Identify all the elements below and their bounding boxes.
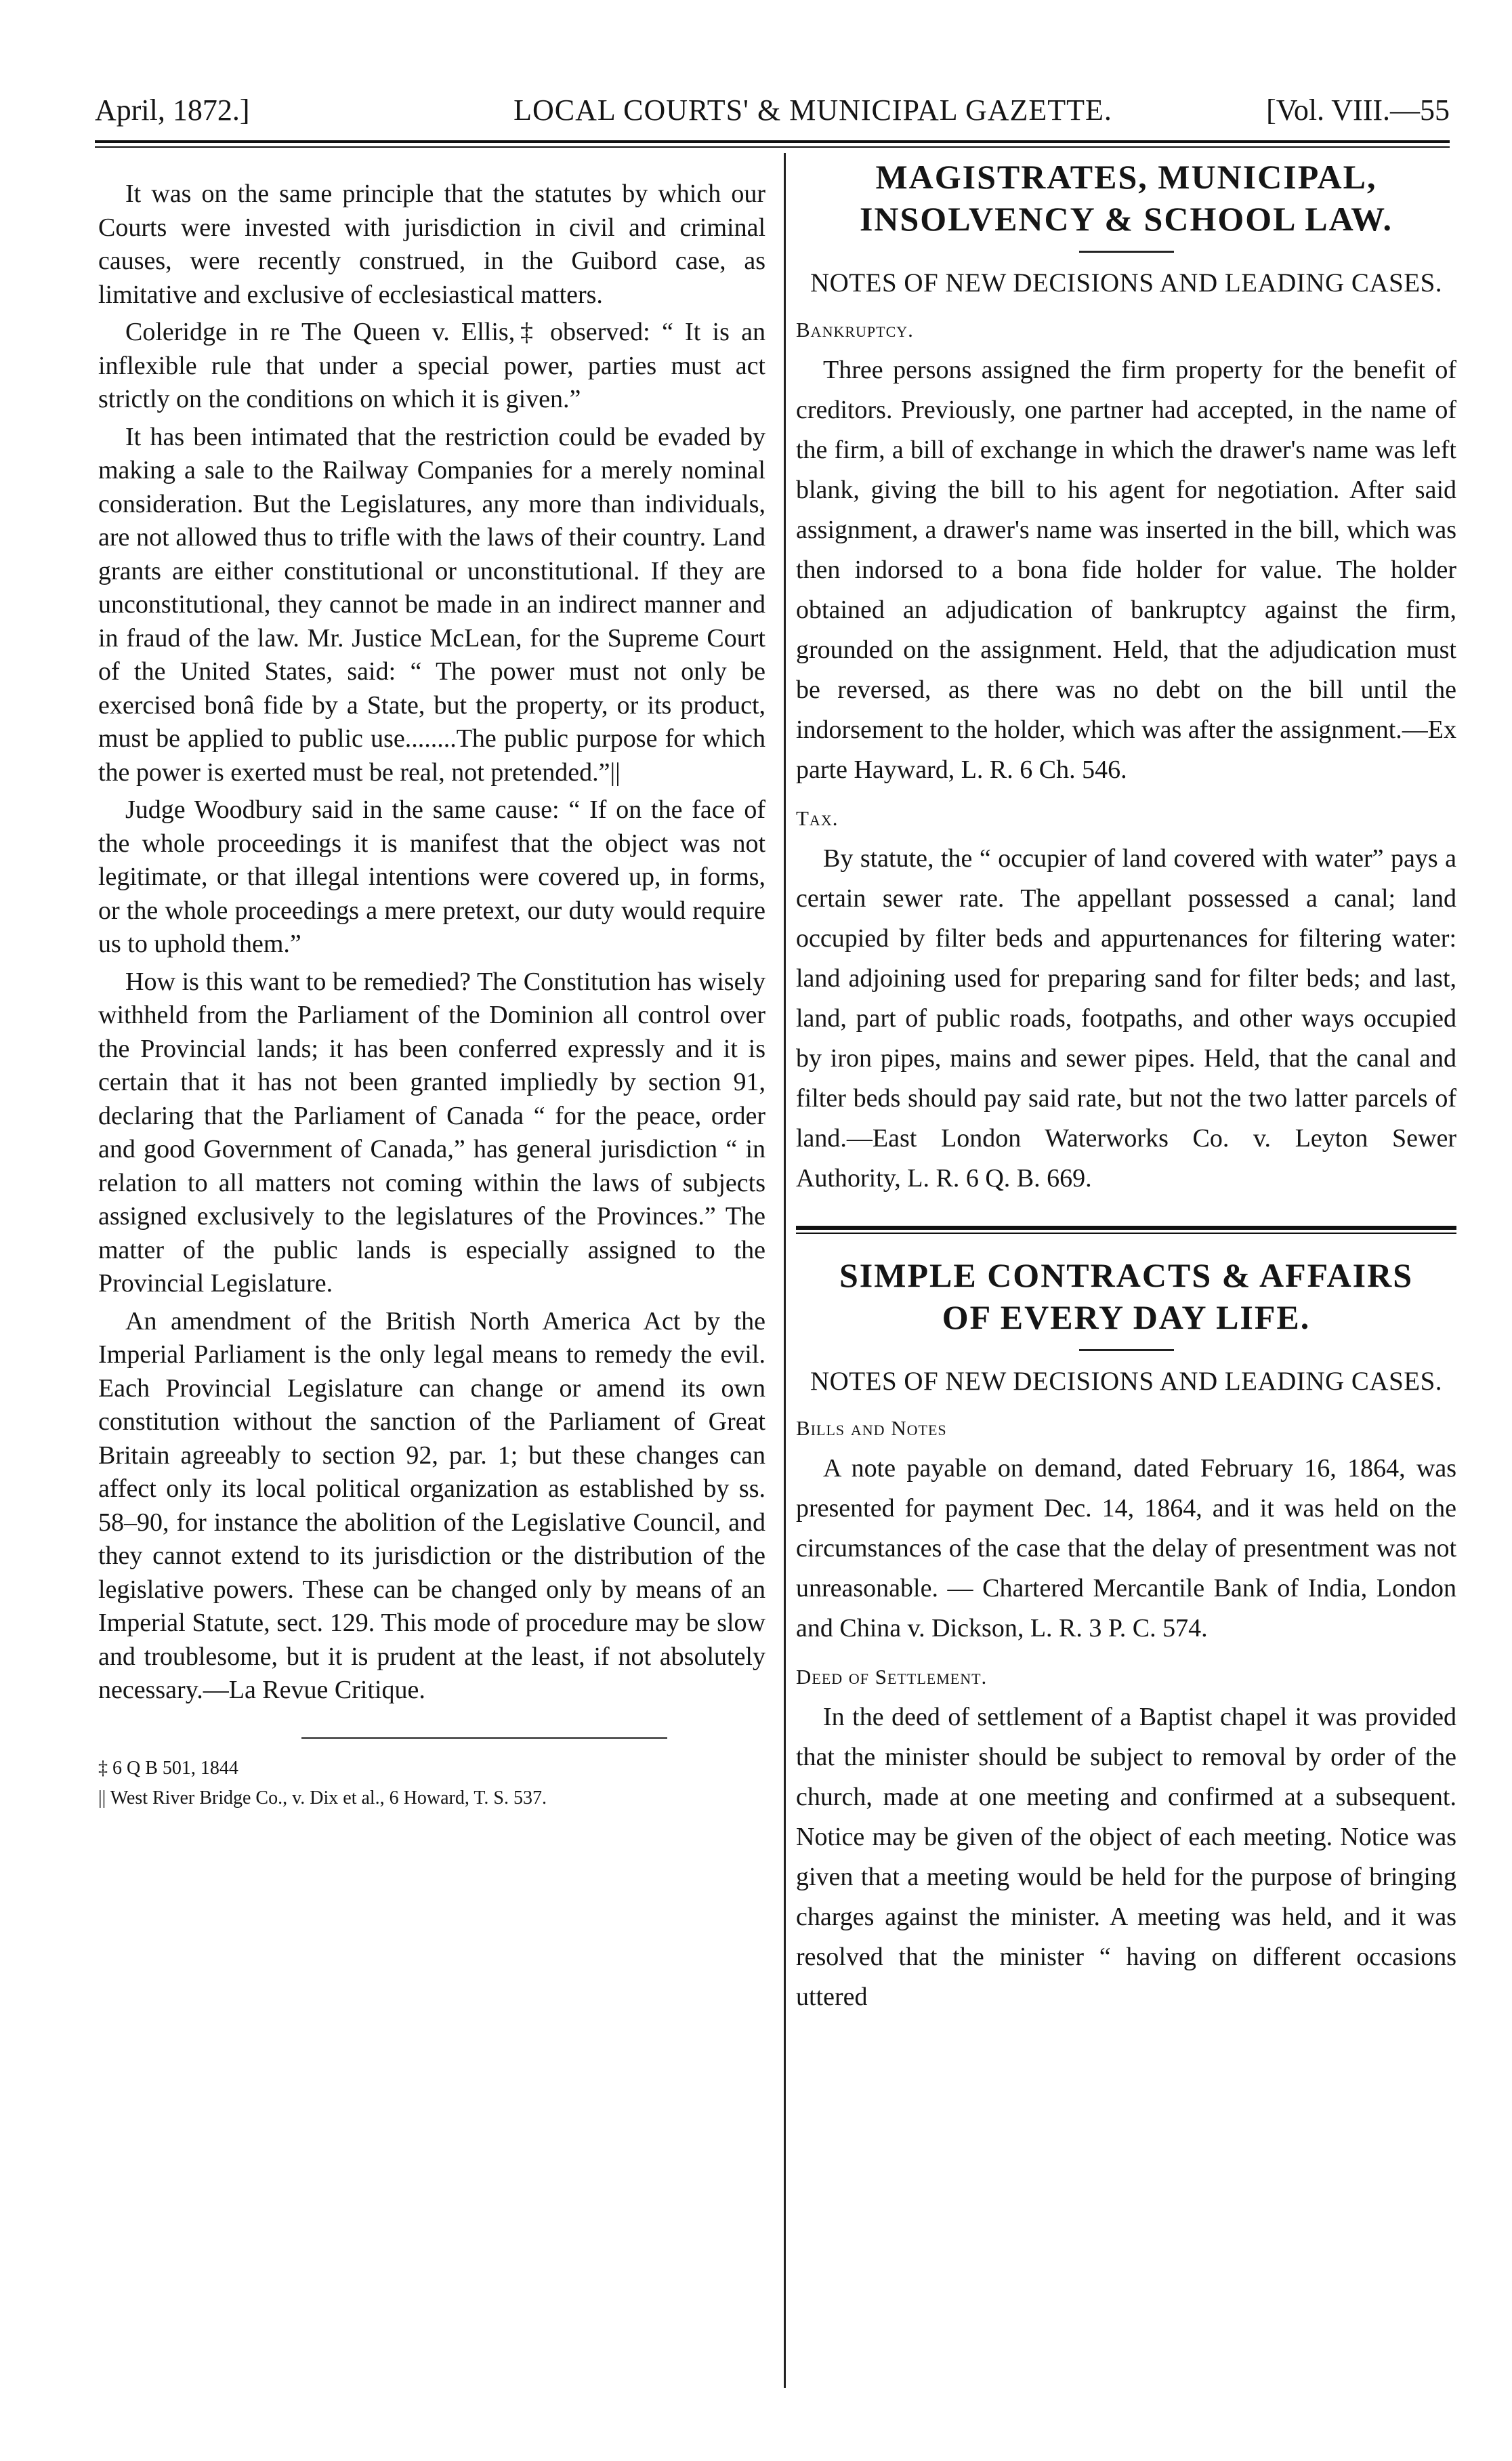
section-title-magistrates [796,156,1456,240]
paragraph-statutes: It was on the same principle that the statutes by which our Courts were invested with jurisdiction in civil and criminal causes, were recently construed, in the Guibord case, as limitative and exclusive of ecclesiastical matters. [98,180,765,309]
section-title-line: SIMPLE CONTRACTS & AFFAIRS [839,1256,1413,1294]
footnote-rule [301,1737,667,1739]
left-column [98,178,765,1813]
title-rule [1079,1349,1174,1351]
rubric-deed-settlement: Deed of Settlement. [796,1665,988,1689]
paragraph-amendment: An amendment of the British North America Act by the Imperial Parliament is the only legal means to remedy the evil. Each Provincial Legislature can change or amend its own constitution without the sanction of the Parliament of Great Britain agreeably to section 92, par. 1; but these changes can affect only its local political organization as established by ss. 58–90, for instance the abolition of the Legislative Council, and they cannot extend to its jurisdiction or the distribution of the legislative powers. These can be changed only by means of an Imperial Statute, sect. 129. This mode of procedure may be slow and troublesome, but it is prudent at the least, if not absolutely necessary.—La Revue Critique. [98,1306,765,1704]
header-volume-page: [Vol. VIII.—55 [1266,94,1450,127]
section-rule-thin [796,1233,1456,1234]
note-bankruptcy: Three persons assigned the firm property for the benefit of creditors. Previously, one partner had accepted, in the name of the firm, a bill of exchange in which the drawer's name was left blank, giving the bill to his agent for negotiation. After said assignment, a drawer's name was inserted in the bill, which was then indorsed to a bona fide holder for value. The holder obtained an adjudication of bankruptcy against the firm, grounded on the assignment. Held, that the adjudication must be reversed, as there was no debt on the bill until the indorsement to the holder, which was after the assignment.—Ex parte Hayward, L. R. 6 Ch. 546. [796,356,1456,784]
section-title-line: INSOLVENCY & SCHOOL LAW. [859,200,1393,238]
column-divider [784,153,786,2388]
paragraph-restriction: It has been intimated that the restriction could be evaded by making a sale to the Railway Companies for a merely nominal consideration. But the Legislatures, any more than individuals, are not allowed thus to trifle with the laws of their country. Land grants are either constitutional or unconstitutional. If they are unconstitutional, they cannot be made in an indirect manner and in fraud of the law. Mr. Justice McLean, for the Supreme Court of the United States, said: “ The power must not only be exercised bonâ fide by a State, but the property, or its product, must be applied to public use........The public purpose for which the power is exerted must be real, not pretended.”|| [98,422,765,787]
right-column [796,156,1456,2017]
section-subtitle-notes: NOTES OF NEW DECISIONS AND LEADING CASES. [810,268,1443,297]
note-deed-settlement: In the deed of settlement of a Baptist chapel it was provided that the minister should be subject to removal by order of the church, made at one meeting and confirmed at a subsequent. Notice may be given of the object of each meeting. Notice was given that a meeting would be held for the purpose of bringing charges against the minister. A meeting was held, and it was resolved that the minister “ having on different occasions uttered [796,1703,1456,2011]
footnote-ellis: ‡ 6 Q B 501, 1844 [98,1757,238,1779]
running-header [95,87,1450,134]
paragraph-coleridge: Coleridge in re The Queen v. Ellis,‡ observed: “ It is an inflexible rule that under a special power, parties must act strictly on the conditions on which it is given.” [98,318,765,413]
header-rule-thin [95,146,1450,148]
header-title: LOCAL COURTS' & MUNICIPAL GAZETTE. [513,94,1112,127]
section-title-simple-contracts [796,1254,1456,1338]
paragraph-remedy: How is this want to be remedied? The Constitution has wisely withheld from the Parliament of the Dominion all control over the Provincial lands; it has been conferred expressly and it is certain that it has not been granted impliedly by section 91, declaring that the Parliament of Canada “ for the peace, order and good Government of Canada,” has general jurisdiction “ in relation to all matters not coming within the laws of subjects assigned exclusively to the legislatures of the Provinces.” The matter of the public lands is especially assigned to the Provincial Legislature. [98,967,765,1298]
rubric-bills-notes: Bills and Notes [796,1416,947,1440]
note-tax: By statute, the “ occupier of land covered with water” pays a certain sewer rate. The appellant possessed a canal; land occupied by filter beds and appurtenances for filtering water: land adjoining used for preparing sand for filter beds; and last, land, part of public roads, footpaths, and other ways occupied by iron pipes, mains and sewer pipes. Held, that the canal and filter beds should pay said rate, but not the two latter parcels of land.—East London Waterworks Co. v. Leyton Sewer Authority, L. R. 6 Q. B. 669. [796,844,1456,1193]
section-title-line: MAGISTRATES, MUNICIPAL, [875,158,1377,196]
section-title-line: OF EVERY DAY LIFE. [942,1298,1311,1336]
footnote-west-river: || West River Bridge Co., v. Dix et al., 6 Howard, T. S. 537. [98,1787,547,1808]
rubric-bankruptcy: Bankruptcy. [796,318,914,342]
title-rule [1079,251,1174,253]
section-rule-thick [796,1226,1456,1230]
section-subtitle-notes: NOTES OF NEW DECISIONS AND LEADING CASES. [810,1367,1443,1396]
header-date: April, 1872.] [95,94,250,127]
rubric-tax: Tax. [796,806,839,830]
paragraph-woodbury: Judge Woodbury said in the same cause: “ If on the face of the whole proceedings it is manifest that the object was not legitimate, or that illegal intentions were covered up, in forms, or the whole proceedings a mere pretext, our duty would require us to uphold them.” [98,795,765,958]
header-rule-thick [95,140,1450,143]
note-bills-notes: A note payable on demand, dated February 16, 1864, was presented for payment Dec. 14, 1864, and it was held on the circumstances of the case that the delay of presentment was not unreasonable. — Chartered Mercantile Bank of India, London and China v. Dickson, L. R. 3 P. C. 574. [796,1454,1456,1642]
